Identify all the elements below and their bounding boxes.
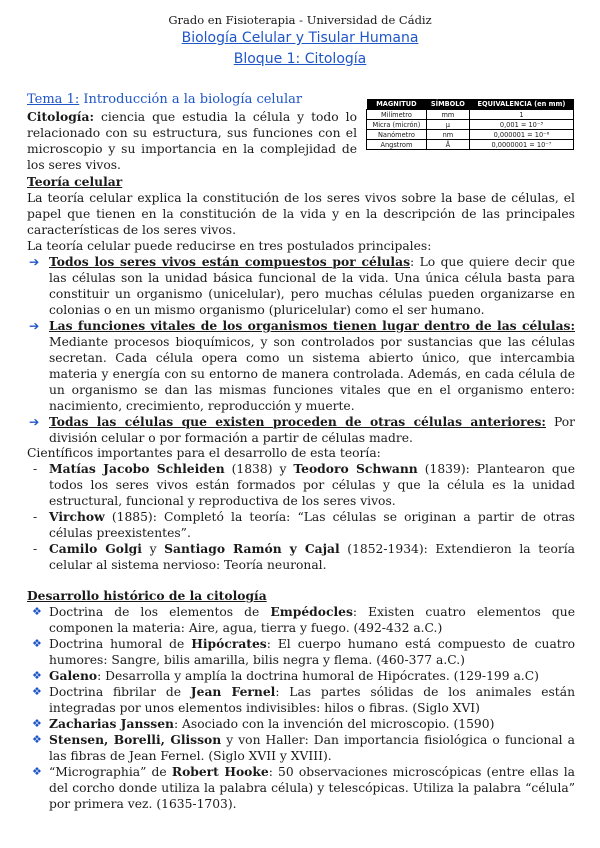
table-row bbox=[367, 140, 574, 150]
diamond-bullet-icon: ❖ bbox=[32, 637, 42, 650]
table-header: MAGNITUD bbox=[367, 99, 427, 110]
arrow-icon: ➔ bbox=[29, 319, 40, 333]
scientist-item bbox=[27, 461, 575, 509]
cientificos-section bbox=[27, 445, 575, 573]
scientist-text: (1885): Completó la teoría: “Las células se originan a partir de otras células preexistentes”. bbox=[49, 510, 575, 540]
history-post: : Las partes sólidas de los animales están integradas por unos elementos indivisibles: hilos o fibras. (Siglo XVI) bbox=[49, 685, 575, 715]
history-item bbox=[27, 716, 575, 732]
table-header: EQUIVALENCIA (en mm) bbox=[469, 99, 573, 110]
scientist-name: Teodoro Schwann bbox=[293, 461, 418, 476]
course-header: Grado en Fisioterapia - Universidad de Cádiz bbox=[168, 13, 432, 27]
history-item bbox=[27, 604, 575, 636]
scientist-name: Santiago Ramón y Cajal bbox=[164, 541, 340, 556]
history-item bbox=[27, 684, 575, 716]
diamond-bullet-icon: ❖ bbox=[32, 765, 42, 778]
table-cell: nm bbox=[426, 130, 469, 140]
scientist-item bbox=[27, 541, 575, 573]
history-pre: “Micrographia” de bbox=[49, 765, 172, 779]
diamond-bullet-icon: ❖ bbox=[32, 717, 42, 730]
postulate-title: Las funciones vitales de los organismos tienen lugar dentro de las células: bbox=[49, 318, 575, 333]
scientist-item bbox=[27, 509, 575, 541]
table-header: SÍMBOLO bbox=[426, 99, 469, 110]
table-cell: mm bbox=[426, 110, 469, 120]
table-cell: 0,000001 = 10⁻⁶ bbox=[469, 130, 573, 140]
history-post: : Desarrolla y amplía la doctrina humoral de Hipócrates. (129-199 a.C) bbox=[97, 669, 539, 683]
history-name: Stensen, Borelli, Glisson bbox=[49, 732, 222, 747]
history-pre: Doctrina de los elementos de bbox=[49, 605, 271, 619]
table-cell: Milímetro bbox=[367, 110, 427, 120]
arrow-icon: ➔ bbox=[29, 415, 40, 429]
table-cell: 1 bbox=[469, 110, 573, 120]
history-item bbox=[27, 764, 575, 812]
history-post: : Existen cuatro elementos que componen la materia: Aire, agua, tierra y fuego. (492-432 a.C.) bbox=[49, 605, 575, 635]
postulates-intro: La teoría celular puede reducirse en tres postulados principales: bbox=[27, 239, 432, 253]
postulate-text: Mediante procesos bioquímicos, y son controlados por sustancias que las células secretan. Cada célula opera como un sistema abierto único, que intercambia materia y energía con su entorno de manera controlada. Además, en cada célula de un organismo se dan las mismas funciones vitales que en el organismo entero: nacimiento, crecimiento, reproducción y muerte. bbox=[49, 335, 575, 413]
historia-section bbox=[27, 588, 575, 812]
postulate-text: Por división celular o por formación a partir de células madre. bbox=[49, 415, 576, 445]
postulate-title: Todas las células que existen proceden de otras células anteriores: bbox=[49, 414, 546, 429]
history-item bbox=[27, 668, 575, 684]
scientist-name: Camilo Golgi bbox=[49, 541, 142, 556]
history-post: : El cuerpo humano está compuesto de cuatro humores: Sangre, bilis amarilla, bilis negra y flema. (460-377 a.C.) bbox=[49, 637, 575, 667]
postulate-item bbox=[27, 318, 575, 414]
table-cell: µ bbox=[426, 120, 469, 130]
citologia-definition bbox=[27, 109, 357, 173]
history-pre: Doctrina humoral de bbox=[49, 637, 192, 651]
history-name: Galeno bbox=[49, 668, 98, 683]
table-cell: 0,0000001 = 10⁻⁷ bbox=[469, 140, 573, 150]
teoria-heading: Teoría celular bbox=[27, 174, 123, 189]
scientist-text: (1852-1934): Extendieron la teoría celular al sistema nervioso: Teoría neuronal. bbox=[49, 542, 576, 572]
topic-title: Introducción a la biología celular bbox=[83, 92, 303, 107]
block-title: Bloque 1: Citología bbox=[233, 51, 367, 67]
table-header-row bbox=[367, 99, 574, 110]
table-cell: Micra (micrón) bbox=[367, 120, 427, 130]
diamond-bullet-icon: ❖ bbox=[32, 685, 42, 698]
dash-bullet: - bbox=[33, 462, 38, 476]
history-post: : Asociado con la invención del microscopio. (1590) bbox=[174, 717, 495, 731]
scientist-name: Matías Jacobo Schleiden bbox=[49, 461, 225, 476]
arrow-icon: ➔ bbox=[29, 255, 40, 269]
history-post: : 50 observaciones microscópicas (entre ellas la del corcho donde utiliza la palabra célula) y telescópicas. Utiliza la palabra “célula” por primera vez. (1635-1703). bbox=[49, 765, 575, 811]
table-row bbox=[367, 120, 574, 130]
diamond-bullet-icon: ❖ bbox=[32, 605, 42, 618]
diamond-bullet-icon: ❖ bbox=[32, 669, 42, 682]
history-name: Robert Hooke bbox=[171, 764, 269, 779]
dash-bullet: - bbox=[33, 542, 38, 556]
postulate-item bbox=[27, 254, 575, 318]
history-name: Hipócrates bbox=[191, 636, 267, 651]
table-cell: 0,001 = 10⁻³ bbox=[469, 120, 573, 130]
table-row bbox=[367, 130, 574, 140]
cientificos-intro: Científicos importantes para el desarrollo de esta teoría: bbox=[27, 446, 381, 460]
scientist-joiner: (1838) y bbox=[224, 462, 294, 476]
history-item bbox=[27, 732, 575, 764]
topic-label: Tema 1: bbox=[27, 92, 80, 107]
diamond-bullet-icon: ❖ bbox=[32, 733, 42, 746]
dash-bullet: - bbox=[33, 510, 38, 524]
postulate-text: : Lo que quiere decir que las células son la unidad básica funcional de la vida. Una única célula basta para constituir un organismo (unicelular), pero muchas células pueden organizarse en colonias o en un mismo organismo (pluricelular) como el ser humano. bbox=[49, 255, 575, 317]
table-row bbox=[367, 110, 574, 120]
postulate-item bbox=[27, 414, 575, 446]
scientist-text: (1839): Plantearon que todos los seres vivos están formados por células y que la célula es la unidad estructural, funcional y reproductiva de los seres vivos. bbox=[49, 462, 575, 508]
history-post: y von Haller: Dan importancia fisiológica o funcional a las fibras de Jean Fernel. (Siglo XVII y XVIII). bbox=[49, 733, 575, 763]
history-pre: Doctrina fibrilar de bbox=[49, 685, 191, 699]
scientist-joiner: y bbox=[141, 542, 165, 556]
citologia-text: ciencia que estudia la célula y todo lo relacionado con su estructura, sus funciones con el microscopio y su importancia en la complejidad de los seres vivos. bbox=[27, 110, 357, 172]
table-cell: Angstrom bbox=[367, 140, 427, 150]
postulate-title: Todos los seres vivos están compuestos por células bbox=[49, 254, 410, 269]
history-item bbox=[27, 636, 575, 668]
teoria-section bbox=[27, 174, 575, 446]
history-name: Jean Fernel bbox=[190, 684, 276, 699]
history-name: Empédocles bbox=[270, 604, 353, 619]
teoria-intro: La teoría celular explica la constitución de los seres vivos sobre la base de células, el papel que tienen en la constitución de la vida y en la descripción de las principales características de los seres vivos. bbox=[27, 191, 575, 237]
scientist-name: Virchow bbox=[49, 509, 105, 524]
topic-heading bbox=[27, 92, 302, 107]
citologia-term: Citología: bbox=[27, 109, 94, 124]
subject-title: Biología Celular y Tisular Humana bbox=[181, 30, 419, 46]
table-cell: Å bbox=[426, 140, 469, 150]
table-cell: Nanómetro bbox=[367, 130, 427, 140]
history-name: Zacharias Janssen bbox=[49, 716, 174, 731]
historia-heading: Desarrollo histórico de la citología bbox=[27, 588, 267, 603]
magnitude-table bbox=[366, 99, 574, 150]
